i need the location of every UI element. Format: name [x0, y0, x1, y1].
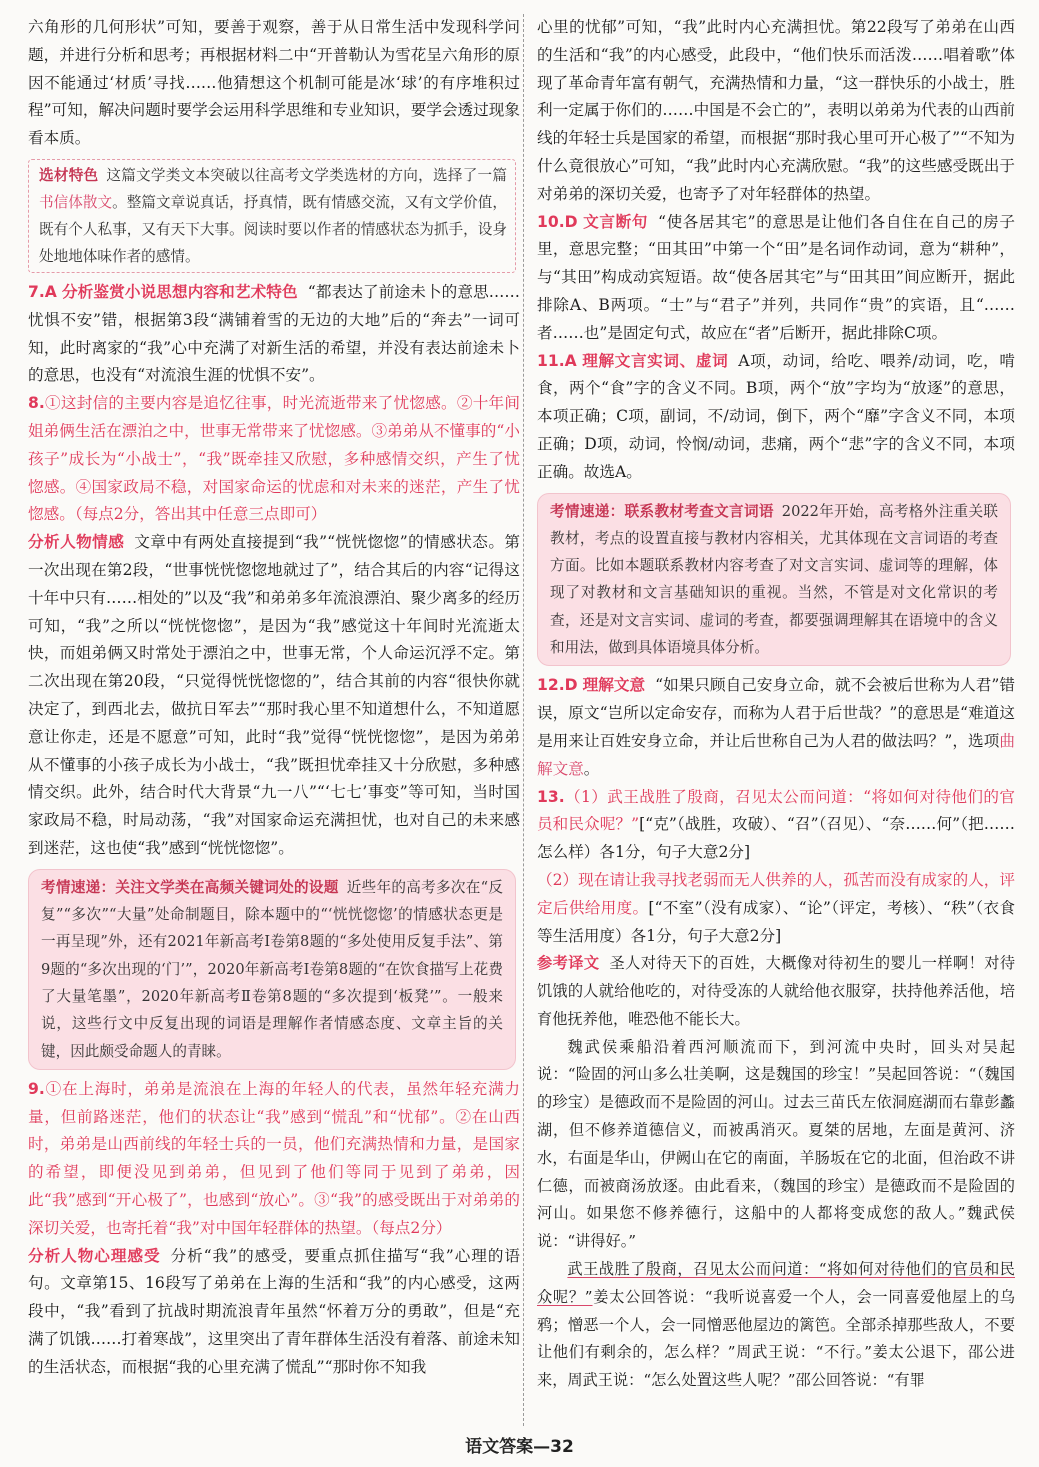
q9-tag: 分析人物心理感受: [28, 1246, 161, 1265]
q8-tag: 分析人物情感: [28, 533, 125, 552]
q7-number: 7.A: [28, 282, 57, 301]
material-feature-text-a: 这篇文学类文本突破以往高考文学类选材的方向，选择了一篇: [106, 166, 507, 184]
material-feature-title: 选材特色: [39, 166, 99, 184]
material-feature-text-b: 。整篇文章说真话，抒真情，既有情感交流，又有文学价值，既有个人私事，又有天下大事。阅读时要以作者的情感状态为抓手，设身处地地体味作者的感情。: [39, 193, 507, 265]
q7-text: “都表达了前途未卜的意思……忧惧不安”错，根据第3段“满铺着雪的无边的大地”后的“奔去”一词可知，此时离家的“我”心中充满了对新生活的希望，并没有表达前途未卜的意思，也没有“对流浪生涯的忧惧不安”。: [28, 282, 520, 385]
exam-trend-2-text: 2022年开始，高考格外注重关联教材，考点的设置直接与教材内容相关，尤其体现在文言词语的考查方面。比如本题联系教材内容考查了对文言实词、虚词等的理解，体现了对教材和文言基础知识的重视。当然，不管是对文化常识的考查，还是对文言实词、虚词的考查，都要强调理解其在语境中的含义和用法，做到具体语境具体分析。: [550, 502, 998, 657]
intro-paragraph: 六角形的几何形状”可知，要善于观察，善于从日常生活中发现科学问题，并进行分析和思考；再根据材料二中“开普勒认为雪花呈六角形的原因不能通过‘材质’寻找……他猜想这个机制可能是冰‘球’的有序堆积过程”可知，解决问题时要学会运用科学思维和专业知识，要学会透过现象看本质。: [28, 18, 520, 148]
exam-trend-box-2: [537, 493, 1011, 667]
reference-translation-p1: 圣人对待天下的百姓，大概像对待初生的婴儿一样啊！对待饥饿的人就给他吃的，对待受冻的人就给他衣服穿，扶持他养活他，培育他抚养他，唯恐他不能长大。: [537, 954, 1016, 1028]
exam-trend-box-1: [28, 869, 516, 1070]
reference-translation-tag: 参考译文: [537, 954, 600, 973]
q11-text: A项，动词，给吃、喂养/动词，吃，啃食，两个“食”字的含义不同。B项，两个“放”字均为“放逐”的意思，本项正确；C项，副词，不/动词，倒下，两个“靡”字含义不同，本项正确；D项，动词，怜悯/动词，悲痛，两个“悲”字的含义不同，本项正确。故选A。: [537, 351, 1015, 481]
q7-tag: 分析鉴赏小说思想内容和艺术特色: [61, 282, 298, 301]
q12-text: “如果只顾自己安身立命，就不会被后世称为人君”错误，原文“岂所以定命安存，而称为人君于后世哉？”的意思是“难道这是用来让百姓安身立命，并让后世称自己为人君的做法吗？”，选项: [537, 676, 1015, 750]
reference-translation-3: [537, 1256, 1015, 1395]
q10-number: 10.D: [537, 212, 578, 231]
question-13-part-1: [537, 784, 1015, 867]
q9-analysis-continued: 心里的忧郁”可知，“我”此时内心充满担忧。第22段写了弟弟在山西的生活和“我”的内心感受，此段中，“他们快乐而活泼……唱着歌”体现了革命青年富有朝气，充满热情和力量，“这一群快乐的小战士，胜利一定属于你们的……中国是不会亡的”，表明以弟弟为代表的山西前线的年轻士兵是国家的希望，而根据“那时我心里可开心极了”“不知为什么竟很放心”可知，“我”此时内心充满欣慰。“我”的这些感受既出于对弟弟的深切关爱，也寄予了对年轻群体的热望。: [537, 18, 1015, 203]
question-8-answer: [28, 390, 520, 529]
exam-trend-1-title: 考情速递：关注文学类在高频关键词处的设题: [41, 878, 339, 896]
q12-end: 。: [583, 759, 600, 778]
reference-translation-2: 魏武侯乘船沿着西河顺流而下，到河流中央时，回头对吴起说：“险固的河山多么壮美啊，这是魏国的珍宝！”吴起回答说：“（魏国的珍宝）是德政而不是险固的河山。过去三苗氏左依洞庭湖而右靠彭蠡湖，但不修养道德信义，而被禹消灭。夏桀的居地，左面是黄河、济水，右面是华山，伊阙山在它的南面，羊肠坂在它的北面，但治政不讲仁德，而被商汤放逐。由此看来，（魏国的珍宝）是德政而不是险固的河山。如果您不修养德行，这船中的人都将变成您的敌人。”魏武侯说：“讲得好。”: [537, 1037, 1015, 1251]
question-9-analysis: [28, 1243, 520, 1382]
q12-number: 12.D: [537, 676, 578, 695]
exam-trend-2-title: 考情速递：联系教材考查文言词语: [550, 502, 774, 520]
q12-tag: 理解文意: [582, 676, 646, 695]
q11-number: 11.A: [537, 351, 577, 370]
q8-analysis-text: 文章中有两处直接提到“我”“恍恍惚惚”的情感状态。第一次出现在第2段，“世事恍恍惚惚地就过了”，结合其后的内容“记得这十年中只有……相处的”以及“我”和弟弟多年流浪漂泊、聚少离多的经历可知，“我”之所以“恍恍惚惚”，是因为“我”感觉这十年间时光流逝太快，而姐弟俩又时常处于漂泊之中，世事无常，个人命运沉浮不定。第二次出现在第20段，“只觉得恍恍惚惚的”，结合其前的内容“很快你就决定了，到西北去，做抗日军去”“那时我心里不知道想什么，不知道愿意让你走，还是不愿意”可知，此时“我”觉得“恍恍惚惚”，是因为弟弟从不懂事的小孩子成长为小战士，“我”既担忧牵挂又十分欣慰，多种感情交织。此外，结合时代大背景“九一八”“‘七七’事变”等可知，当时国家政局不稳，时局动荡，“我”对国家命运充满担忧，也对自己的未来感到迷茫，这也使“我”感到“恍恍惚惚”。: [28, 533, 520, 857]
q8-answer-text: ①这封信的主要内容是追忆往事，时光流逝带来了忧惚感。②十年间姐弟俩生活在漂泊之中，世事无常带来了忧惚感。③弟弟从不懂事的“小孩子”成长为“小战士”，“我”既牵挂又欣慰，多种感情交织，产生了忧惚感。④国家政局不稳，对国家命运的忧虑和对未来的迷茫，产生了忧惚感。（每点2分，答出其中任意三点即可）: [28, 394, 520, 524]
left-column: [28, 14, 520, 1382]
q12-highlight: 曲解文意: [537, 731, 1015, 778]
column-divider: [523, 14, 524, 1426]
question-8-analysis: [28, 529, 520, 863]
q13-1-answer: （1）武王战胜了殷商，召见太公而问道：“将如何对待他们的官员和民众呢？”: [537, 787, 1015, 834]
reference-translation-p3-rest: 姜太公回答说：“我听说喜爱一个人，会一同喜爱他屋上的乌鸦；憎恶一个人，会一同憎恶他屋边的篱笆。全部杀掉那些敌人，不要让他们有剩余的，怎么样？”周武王说：“不行。”姜太公退下，邵公进来，周武王说：“怎么处置这些人呢？”邵公回答说：“有罪: [537, 1287, 1015, 1390]
question-13-part-2: [537, 867, 1015, 950]
q10-tag: 文言断句: [583, 212, 648, 231]
q11-tag: 理解文言实词、虚词: [582, 351, 729, 370]
reference-translation-1: [537, 950, 1015, 1033]
q13-2-score: [“不室”（没有成家）、“论”（评定，考核）、“秩”（衣食等生活用度）各1分，句子大意2分]: [537, 898, 1015, 945]
question-9-answer: [28, 1076, 520, 1243]
q13-1-score: [“克”（战胜，攻破）、“召”（召见）、“奈……何”（把……怎么样）各1分，句子大意2分]: [537, 815, 1015, 862]
question-7: [28, 279, 520, 390]
question-12: [537, 672, 1015, 783]
q9-number: 9.: [28, 1079, 45, 1098]
q8-number: 8.: [28, 394, 45, 413]
q13-number: 13.: [537, 787, 565, 806]
material-feature-box: [28, 159, 516, 273]
q9-analysis-text: 分析“我”的感受，要重点抓住描写“我”心理的语句。文章第15、16段写了弟弟在上海的生活和“我”的内心感受，这两段中，“我”看到了抗战时期流浪青年虽然“怀着万分的勇敢”，但是“充满了饥饿……打着寒战”，这里突出了青年群体生活没有着落、前途未知的生活状态，而根据“我的心里充满了慌乱”“那时你不知我: [28, 1246, 520, 1376]
question-11: [537, 348, 1015, 487]
question-10: [537, 209, 1015, 348]
q9-answer-text: ①在上海时，弟弟是流浪在上海的年轻人的代表，虽然年轻充满力量，但前路迷茫，他们的状态让“我”感到“慌乱”和“忧郁”。②在山西时，弟弟是山西前线的年轻士兵的一员，他们充满热情和力量，是国家的希望，即便没见到弟弟，但见到了他们等同于见到了弟弟，因此“我”感到“开心极了”，也感到“放心”。③“我”的感受既出于对弟弟的深切关爱，也寄托着“我”对中国年轻群体的热望。（每点2分）: [28, 1079, 520, 1237]
q10-text: “使各居其宅”的意思是让他们各自住在自己的房子里，意思完整；“田其田”中第一个“田”是名词作动词，意为“耕种”，与“其田”构成动宾短语。故“使各居其宅”与“田其田”间应断开，据此排除A、B两项。“士”与“君子”并列，共同作“贵”的宾语，且“……者……也”是固定句式，故应在“者”后断开，据此排除C项。: [537, 212, 1015, 342]
q13-2-answer: （2）现在请让我寻找老弱而无人供养的人，孤苦而没有成家的人，评定后供给用度。: [537, 870, 1015, 917]
material-feature-highlight: 书信体散文: [39, 193, 113, 211]
exam-trend-1-text: 近些年的高考多次在“反复”“多次”“大量”处命制题目，除本题中的“‘恍恍惚惚’的情感状态更是一再呈现”外，还有2021年新高考Ⅰ卷第8题的“多处使用反复手法”、第9题的“多次出现的‘门’”，2020年新高考Ⅰ卷第8题的“在饮食描写上花费了大量笔墨”，2020年新高考Ⅱ卷第8题的“多次提到‘板凳’”。一般来说，这些行文中反复出现的词语是理解作者情感态度、文章主旨的关键，因此颇受命题人的青睐。: [41, 878, 503, 1060]
reference-translation-underlined: 武王战胜了殷商，召见太公而问道：“将如何对待他们的官员和民众呢？”: [537, 1260, 1015, 1306]
right-column: [537, 14, 1015, 1395]
page-footer: 语文答案—32: [465, 1437, 574, 1457]
